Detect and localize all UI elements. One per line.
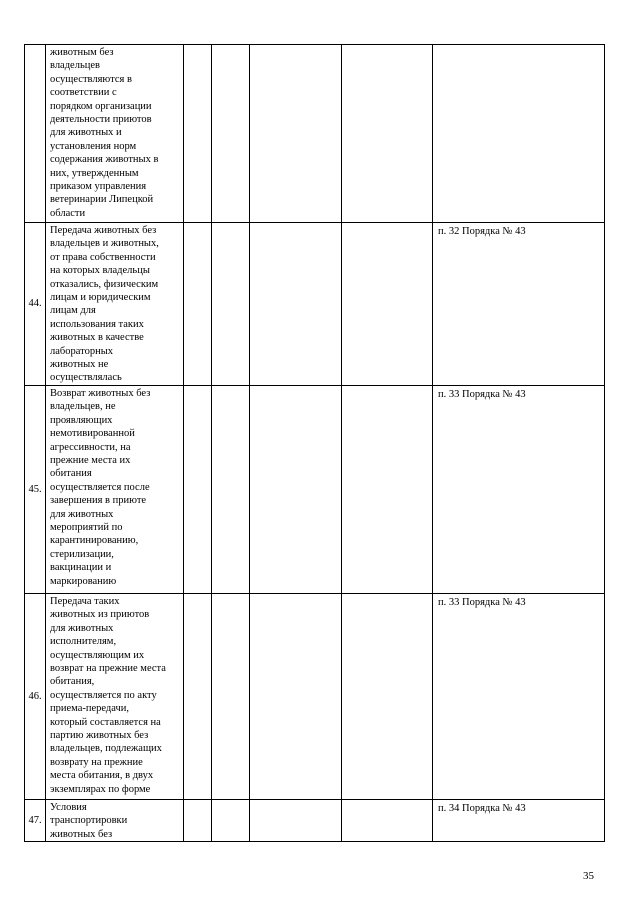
requirement-cell: [46, 800, 184, 842]
reference-cell: п. 33 Порядка № 43: [433, 386, 605, 594]
empty-cell: [342, 223, 433, 386]
empty-cell: [342, 45, 433, 223]
empty-cell: [184, 223, 212, 386]
requirement-text: Возврат животных без владельцев, не проявляющих немотивированной агрессивности, на прежние места их обитания осуществляется после завершения в приюте для животных мероприятий по карантинированию, стерилизации, вакцинации и маркированию: [50, 388, 151, 587]
page-number: 35: [583, 870, 594, 882]
table-row: [25, 800, 605, 842]
empty-cell: [212, 800, 250, 842]
empty-cell: [250, 45, 342, 223]
row-number: 45.: [25, 386, 46, 594]
table-row: [25, 45, 605, 223]
requirement-text: животным без владельцев осуществляются в соответствии с порядком организации деятельности приютов для животных и установления норм содержания животных в них, утвержденным приказом управления ветеринарии Липецкой области: [50, 47, 159, 219]
empty-cell: [342, 594, 433, 800]
empty-cell: [184, 594, 212, 800]
row-number: 46.: [25, 594, 46, 800]
reference-cell: п. 32 Порядка № 43: [433, 223, 605, 386]
requirement-text: Передача таких животных из приютов для животных исполнителям, осуществляющим их возврат на прежние места обитания, осуществляется по акту приема-передачи, который составляется на партию животных без владельцев, подлежащих возврату на прежние места обитания, в двух экземплярах по форме: [50, 596, 166, 795]
row-number: [25, 45, 46, 223]
empty-cell: [212, 45, 250, 223]
empty-cell: [250, 386, 342, 594]
table-row: [25, 223, 605, 386]
empty-cell: [212, 386, 250, 594]
empty-cell: [212, 594, 250, 800]
reference-cell: п. 34 Порядка № 43: [433, 800, 605, 842]
empty-cell: [212, 223, 250, 386]
empty-cell: [184, 45, 212, 223]
requirement-cell: [46, 223, 184, 386]
row-number: 47.: [25, 800, 46, 842]
empty-cell: [250, 800, 342, 842]
table-row: [25, 386, 605, 594]
row-number: 44.: [25, 223, 46, 386]
reference-cell: [433, 45, 605, 223]
requirement-text: Передача животных без владельцев и животных, от права собственности на которых владельцы отказались, физическим лицам и юридическим лицам для использования таких животных в качестве лабораторных животных не осуществлялась: [50, 225, 159, 384]
reference-cell: п. 33 Порядка № 43: [433, 594, 605, 800]
empty-cell: [342, 800, 433, 842]
table-row: [25, 594, 605, 800]
requirement-text: Условия транспортировки животных без: [50, 802, 128, 840]
requirement-cell: [46, 45, 184, 223]
requirement-cell: [46, 386, 184, 594]
empty-cell: [250, 223, 342, 386]
empty-cell: [184, 386, 212, 594]
inspection-table: [24, 44, 605, 842]
empty-cell: [184, 800, 212, 842]
empty-cell: [250, 594, 342, 800]
requirement-cell: [46, 594, 184, 800]
empty-cell: [342, 386, 433, 594]
